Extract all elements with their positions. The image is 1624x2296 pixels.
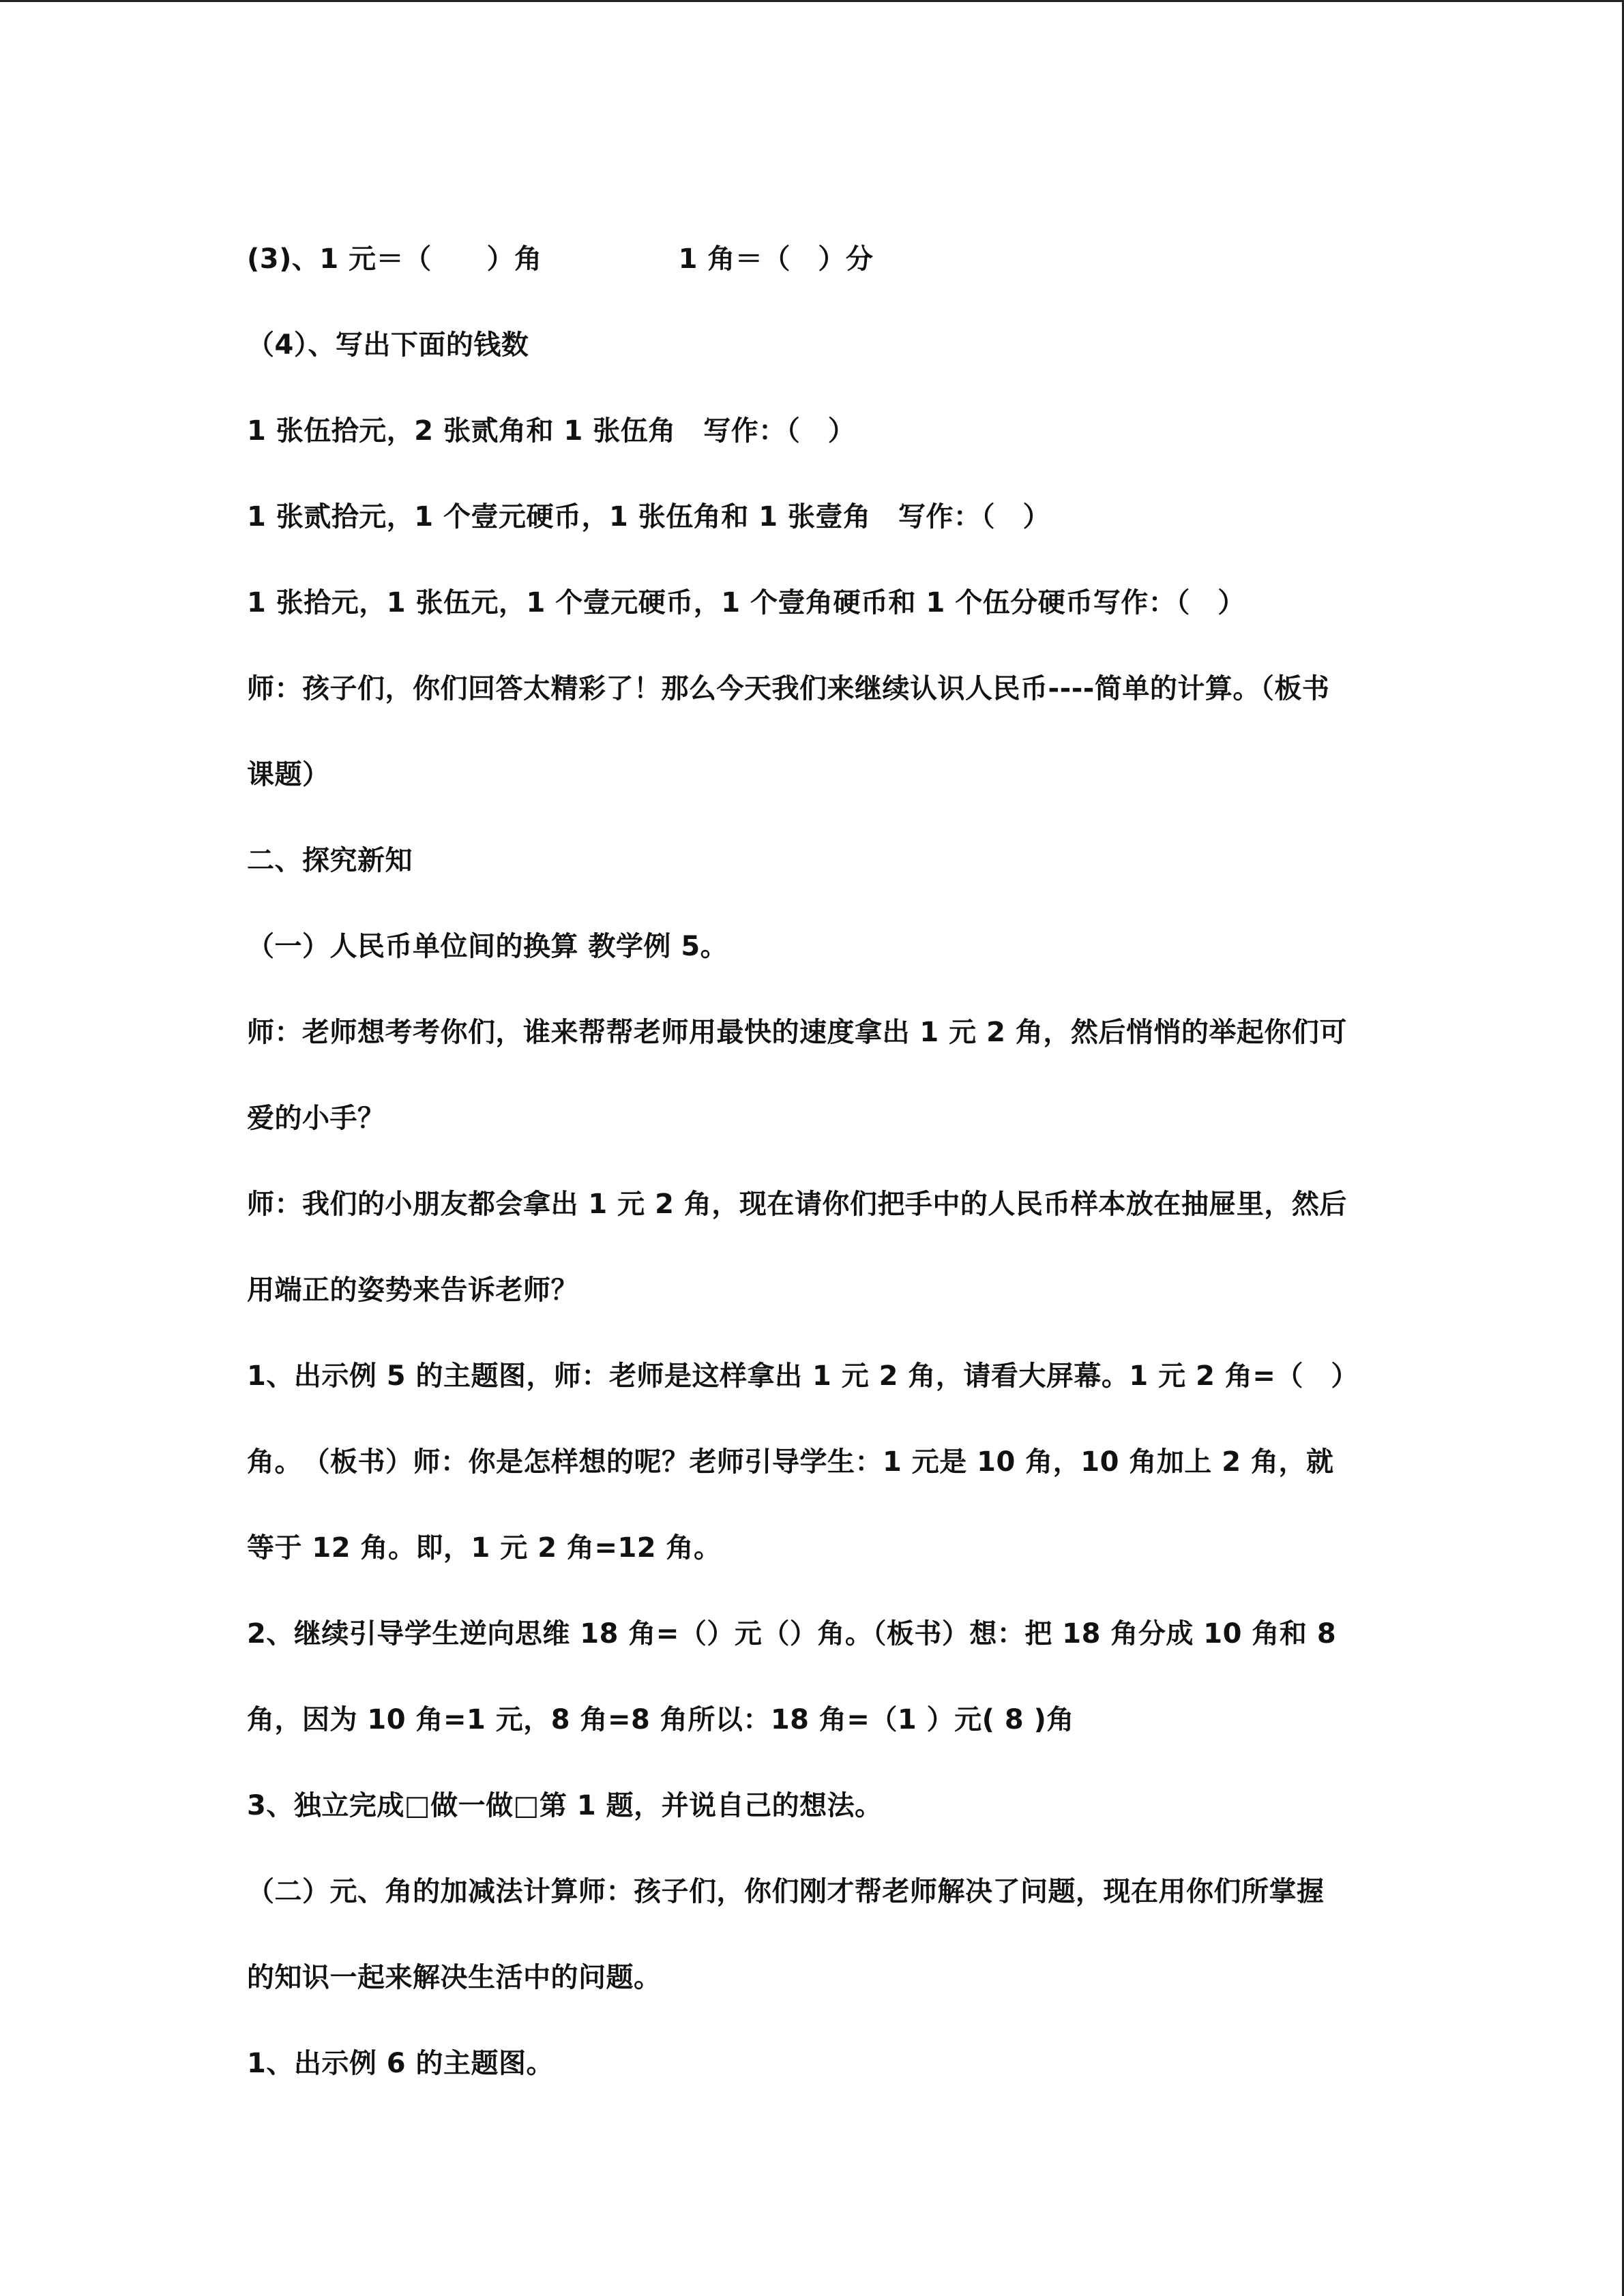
text-line-3: 1 张伍拾元，2 张贰角和 1 张伍角 写作：（ ） (247, 415, 856, 447)
text-line-1a: (3)、1 元＝（ ）角 (247, 243, 542, 275)
text-line-9: （一）人民币单位间的换算 教学例 5。 (247, 931, 728, 962)
text-line-6: 师：孩子们，你们回答太精彩了！那么今天我们来继续认识人民币----简单的计算。（板书 (247, 673, 1330, 704)
text-line-10: 师：老师想考考你们，谁来帮帮老师用最快的速度拿出 1 元 2 角，然后悄悄的举起你们可 (247, 1017, 1347, 1048)
page-top-border (0, 0, 1624, 2)
text-line-13: 用端正的姿势来告诉老师？ (247, 1274, 578, 1306)
text-line-15: 角。 （板书）师：你是怎样想的呢？老师引导学生：1 元是 10 角，10 角加上 2 角，就 (247, 1446, 1334, 1478)
text-line-18: 角，因为 10 角=1 元，8 角=8 角所以：18 角=（1 ）元( 8 )角 (247, 1704, 1074, 1735)
text-line-2: （4）、写出下面的钱数 (247, 329, 529, 361)
text-line-19: 3、独立完成□做一做□第 1 题，并说自己的想法。 (247, 1790, 883, 1821)
text-line-21: 的知识一起来解决生活中的问题。 (247, 1962, 662, 1993)
text-line-4: 1 张贰拾元，1 个壹元硬币，1 张伍角和 1 张壹角 写作：（ ） (247, 501, 1050, 533)
text-line-12: 师：我们的小朋友都会拿出 1 元 2 角，现在请你们把手中的人民币样本放在抽屉里，然后 (247, 1189, 1347, 1220)
text-line-17: 2、继续引导学生逆向思维 18 角=（）元（）角。（板书）想：把 18 角分成 10 角和 8 (247, 1618, 1337, 1650)
text-line-14: 1、出示例 5 的主题图，师：老师是这样拿出 1 元 2 角，请看大屏幕。1 元 2 角=（ ） (247, 1360, 1359, 1392)
text-line-20: （二）元、角的加减法计算师：孩子们，你们刚才帮老师解决了问题，现在用你们所掌握 (247, 1876, 1325, 1907)
section-heading: 二、探究新知 (247, 845, 413, 876)
text-line-7: 课题） (247, 759, 330, 790)
text-line-16: 等于 12 角。即，1 元 2 角=12 角。 (247, 1532, 722, 1564)
text-line-1 (247, 243, 873, 275)
text-line-1b: 1 角＝（ ）分 (678, 243, 874, 275)
text-line-22: 1、出示例 6 的主题图。 (247, 2048, 555, 2079)
text-line-11: 爱的小手？ (247, 1103, 385, 1134)
text-line-5: 1 张拾元，1 张伍元，1 个壹元硬币，1 个壹角硬币和 1 个伍分硬币写作：（ ） (247, 587, 1245, 618)
